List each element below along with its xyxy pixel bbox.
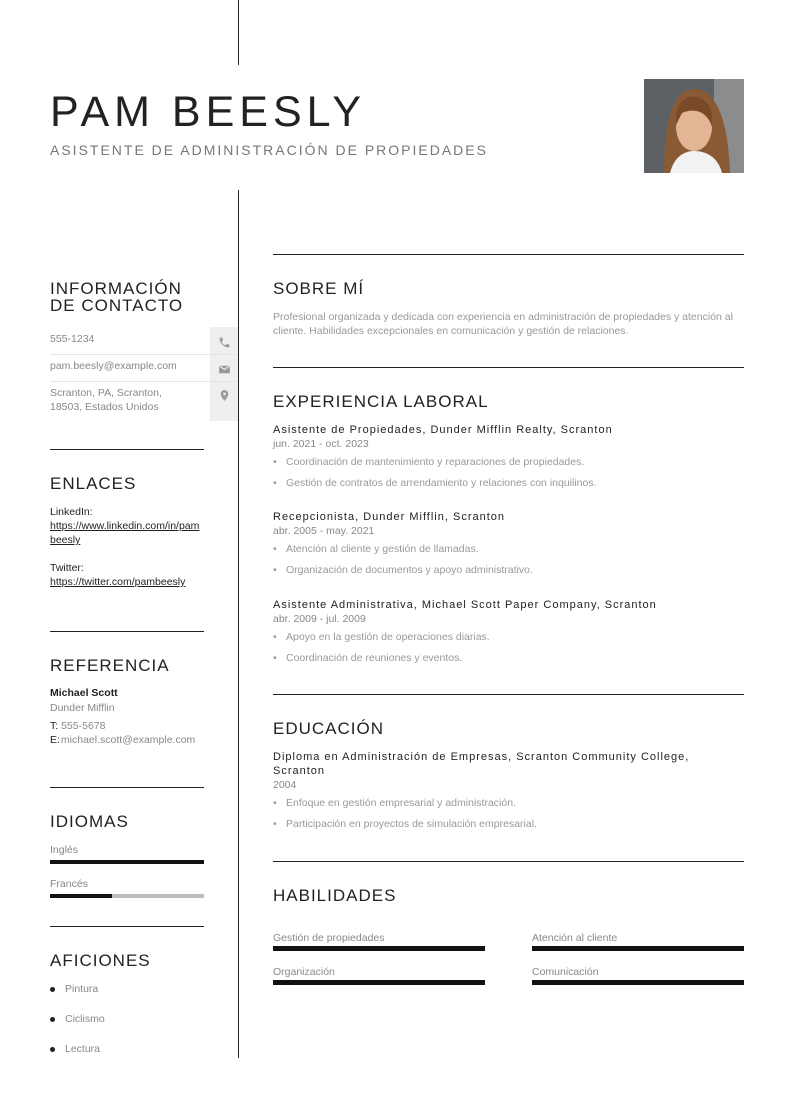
language-name: Francés [50, 878, 88, 890]
education-bullet: • Participación en proyectos de simulación empresarial. [273, 817, 744, 831]
hobbies-heading: AFICIONES [50, 951, 151, 970]
contact-heading: INFORMACIÓN DE CONTACTO [50, 279, 184, 315]
skills-heading: HABILIDADES [273, 886, 397, 905]
section-divider [50, 449, 204, 450]
mail-icon [210, 356, 238, 382]
language-level-bar [50, 860, 204, 864]
profile-photo [644, 79, 744, 173]
reference-email: michael.scott@example.com [60, 734, 196, 746]
skill-item [273, 965, 485, 985]
job-entry [273, 510, 744, 577]
education-bullet: • Enfoque en gestión empresarial y administración. [273, 796, 744, 810]
skill-level-bar [532, 980, 744, 985]
links-heading: ENLACES [50, 474, 137, 493]
section-divider [273, 367, 744, 368]
twitter-label: Twitter: [50, 562, 84, 574]
education-heading: EDUCACIÓN [273, 719, 385, 738]
section-divider [50, 631, 204, 632]
job-dates: abr. 2009 - jul. 2009 [273, 613, 366, 625]
languages-heading: IDIOMAS [50, 812, 129, 831]
contact-phone: 555-1234 [50, 332, 238, 355]
job-dates: abr. 2005 - may. 2021 [273, 525, 375, 537]
education-degree: Diploma en Administración de Empresas, Scranton Community College, Scranton [273, 751, 690, 777]
language-name: Inglés [50, 844, 79, 856]
job-bullet: • Coordinación de reuniones y eventos. [273, 651, 744, 665]
linkedin-link[interactable]: https://www.linkedin.com/in/pambeesly [50, 520, 200, 546]
candidate-title: ASISTENTE DE ADMINISTRACIÓN DE PROPIEDADES [50, 142, 488, 158]
section-divider [50, 926, 204, 927]
about-text: Profesional organizada y dedicada con experiencia en administración de propiedades y atención al cliente. Habilidades excepcionales en comunicación y gestión de relaciones. [273, 311, 733, 337]
job-bullet: • Atención al cliente y gestión de llamadas. [273, 542, 744, 556]
location-pin-icon [210, 382, 238, 408]
education-year: 2004 [273, 779, 297, 791]
skill-name: Gestión de propiedades [273, 932, 385, 944]
linkedin-label: LinkedIn: [50, 506, 93, 518]
section-divider [273, 254, 744, 255]
language-level-bar [50, 894, 204, 898]
skill-name: Organización [273, 966, 335, 978]
experience-heading: EXPERIENCIA LABORAL [273, 392, 489, 411]
skill-item [532, 931, 744, 951]
language-level-fill [50, 860, 204, 864]
candidate-name: PAM BEESLY [50, 88, 367, 136]
language-level-fill [50, 894, 112, 898]
twitter-link[interactable]: https://twitter.com/pambeesly [50, 576, 186, 588]
bullet-icon [50, 1017, 55, 1022]
job-title: Asistente de Propiedades, Dunder Mifflin Realty, Scranton [273, 424, 613, 436]
job-title: Recepcionista, Dunder Mifflin, Scranton [273, 511, 506, 523]
reference-company: Dunder Mifflin [50, 702, 115, 714]
skill-level-bar [273, 980, 485, 985]
hobby-item: Ciclismo [50, 1013, 105, 1025]
job-bullet: • Organización de documentos y apoyo administrativo. [273, 563, 744, 577]
skill-item [532, 965, 744, 985]
skill-level-bar [532, 946, 744, 951]
skill-item [273, 931, 485, 951]
hobby-item: Pintura [50, 983, 98, 995]
job-entry [273, 423, 744, 490]
job-entry [273, 598, 744, 665]
job-bullet: • Apoyo en la gestión de operaciones diarias. [273, 630, 744, 644]
job-title: Asistente Administrativa, Michael Scott Paper Company, Scranton [273, 599, 657, 611]
contact-email: pam.beesly@example.com [50, 359, 238, 382]
reference-phone-row: T: 555-5678 [50, 720, 106, 732]
section-divider [50, 787, 204, 788]
contact-address: Scranton, PA, Scranton, 18503, Estados Unidos [50, 387, 162, 413]
bullet-icon [50, 987, 55, 992]
job-bullet: • Coordinación de mantenimiento y reparaciones de propiedades. [273, 455, 744, 469]
about-heading: SOBRE MÍ [273, 279, 365, 298]
skill-level-bar [273, 946, 485, 951]
skill-name: Atención al cliente [532, 932, 618, 944]
reference-phone: 555-5678 [61, 720, 106, 732]
reference-name: Michael Scott [50, 687, 118, 699]
education-entry [273, 750, 744, 831]
reference-heading: REFERENCIA [50, 656, 170, 675]
job-bullet: • Gestión de contratos de arrendamiento y relaciones con inquilinos. [273, 476, 744, 490]
top-divider-line [238, 0, 239, 65]
column-divider-line [238, 190, 239, 1058]
reference-email-row: E: michael.scott@example.com [50, 734, 196, 746]
skill-name: Comunicación [532, 966, 599, 978]
section-divider [273, 861, 744, 862]
phone-icon [210, 329, 238, 355]
bullet-icon [50, 1047, 55, 1052]
section-divider [273, 694, 744, 695]
job-dates: jun. 2021 - oct. 2023 [273, 438, 369, 450]
hobby-item: Lectura [50, 1043, 100, 1055]
